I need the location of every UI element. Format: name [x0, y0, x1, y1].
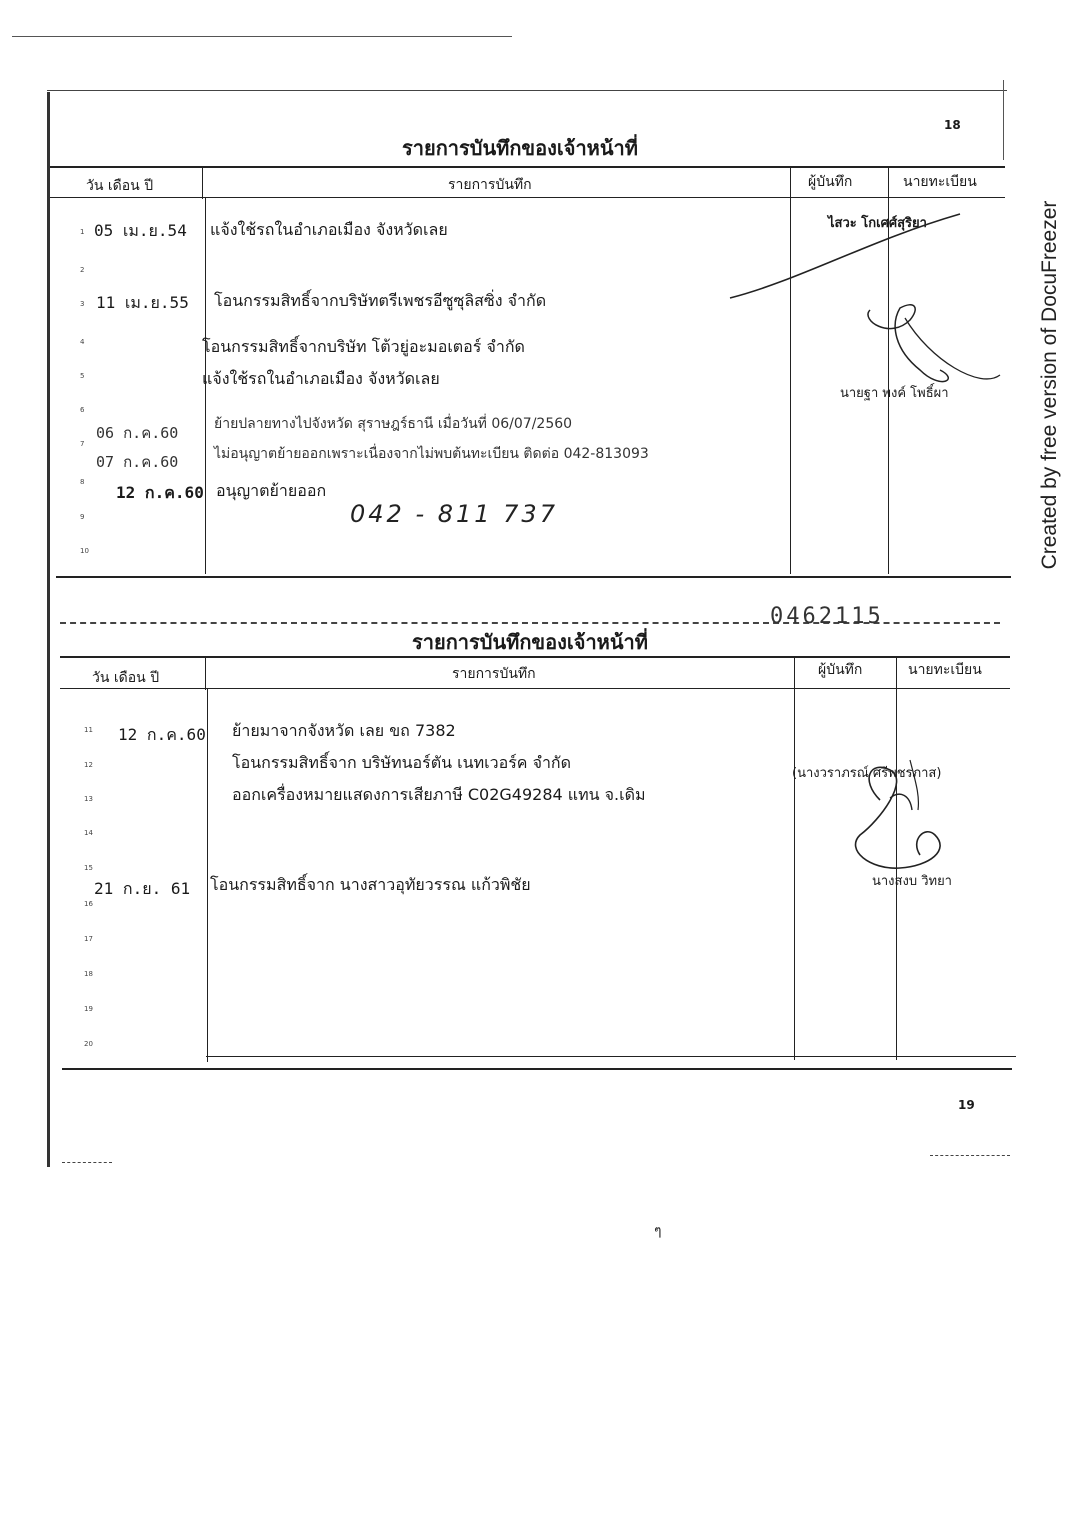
recorder-signature-name: ไสวะ โกเศศ์สุริยา: [828, 216, 927, 231]
lower-col-divider-1b: [207, 688, 208, 1062]
entry-text: โอนกรรมสิทธิ์จากบริษัท โต้วยู่อะมอเตอร์ จำกัด: [202, 337, 525, 356]
header-recorder: ผู้บันทึก: [808, 174, 853, 190]
registrar-signature-name: นางสงบ วิทยา: [872, 874, 952, 889]
scan-edge-line: [12, 36, 512, 37]
entry-text: ย้ายมาจากจังหวัด เลย ขถ 7382: [232, 721, 456, 740]
row-number: 19: [84, 1005, 93, 1013]
handwritten-phone: 042 - 811 737: [350, 500, 558, 528]
row-number: 3: [80, 300, 85, 308]
row-number: 1: [80, 228, 85, 236]
row-number: 14: [84, 829, 93, 837]
lower-inner-bottom-rule: [206, 1056, 1016, 1057]
header-registrar: นายทะเบียน: [903, 174, 977, 190]
row-number: 20: [84, 1040, 93, 1048]
header-recorder-lower: ผู้บันทึก: [818, 662, 863, 678]
registrar-signature-name: นายฐา พงค์ โพธิ์ผา: [840, 386, 949, 401]
page-top-edge: [47, 90, 1007, 91]
header-entry-lower: รายการบันทึก: [452, 666, 536, 682]
upper-header-bottom-rule: [50, 197, 1005, 198]
scan-speck-line: [930, 1155, 1010, 1156]
entry-text: โอนกรรมสิทธิ์จาก บริษัทนอร์ตัน เนทเวอร์ค จำกัด: [232, 753, 572, 772]
row-number: 18: [84, 970, 93, 978]
upper-col-divider-1: [202, 166, 203, 199]
scan-speck-line: [62, 1162, 112, 1163]
lower-header-top-rule: [60, 656, 1010, 658]
entry-text: ย้ายปลายทางไปจังหวัด สุราษฎร์ธานี เมื่อวันที่ 06/07/2560: [214, 416, 573, 432]
row-number: 16: [84, 900, 93, 908]
header-date-lower: วัน เดือน ปี: [92, 670, 160, 686]
row-number: 17: [84, 935, 93, 943]
lower-col-divider-2: [794, 656, 795, 1060]
watermark-text: Created by free version of DocuFreezer: [1038, 200, 1061, 570]
recorder-signature-name: (นางวราภรณ์ ศรีพชรภาส): [792, 766, 942, 781]
row-number: 2: [80, 266, 85, 274]
upper-bottom-rule: [56, 576, 1011, 578]
form-title-upper: รายการบันทึกของเจ้าหน้าที่: [402, 136, 638, 160]
row-number: 7: [80, 440, 85, 448]
entry-text: แจ้งใช้รถในอำเภอเมือง จังหวัดเลย: [202, 369, 440, 388]
entry-date: 12 ก.ค.60: [116, 483, 204, 502]
entry-date: 07 ก.ค.60: [96, 453, 179, 471]
page-number-bottom: 19: [958, 1098, 975, 1112]
row-number: 12: [84, 761, 93, 769]
lower-col-divider-1: [205, 656, 206, 690]
page-left-edge: [47, 92, 50, 1167]
stray-mark: ๆ: [654, 1223, 662, 1239]
row-number: 9: [80, 513, 85, 521]
entry-date: 05 เม.ย.54: [94, 221, 187, 240]
row-number: 4: [80, 338, 85, 346]
row-number: 6: [80, 406, 85, 414]
lower-bottom-rule: [62, 1068, 1012, 1070]
entry-date: 21 ก.ย. 61: [94, 879, 191, 898]
form-title-lower: รายการบันทึกของเจ้าหน้าที่: [412, 630, 648, 654]
signature-scribble-lower: [840, 740, 960, 890]
header-registrar-lower: นายทะเบียน: [908, 662, 982, 678]
entry-date: 11 เม.ย.55: [96, 293, 189, 312]
page-right-edge: [1003, 80, 1004, 160]
entry-date: 12 ก.ค.60: [118, 725, 206, 744]
entry-text: ไม่อนุญาตย้ายออกเพราะเนื่องจากไม่พบต้นทะเบียน ติดต่อ 042-813093: [214, 446, 649, 462]
lower-header-bottom-rule: [60, 688, 1010, 689]
page-number-top: 18: [944, 118, 961, 132]
row-number: 5: [80, 372, 85, 380]
row-number: 10: [80, 547, 89, 555]
header-entry: รายการบันทึก: [448, 177, 532, 193]
row-number: 8: [80, 478, 85, 486]
row-number: 13: [84, 795, 93, 803]
divider-number-fragment: 0462115: [770, 604, 884, 629]
entry-text: ออกเครื่องหมายแสดงการเสียภาษี C02G49284 แทน จ.เดิม: [232, 785, 646, 804]
row-number: 15: [84, 864, 93, 872]
entry-text: อนุญาตย้ายออก: [216, 481, 327, 500]
header-date: วัน เดือน ปี: [86, 178, 154, 194]
entry-text: โอนกรรมสิทธิ์จากบริษัทตรีเพชรอีซูซุลิสซิ่ง จำกัด: [214, 291, 547, 310]
row-number: 11: [84, 726, 93, 734]
signature-scribble-upper: [720, 200, 1020, 440]
entry-text: โอนกรรมสิทธิ์จาก นางสาวอุทัยวรรณ แก้วพิชัย: [210, 875, 531, 894]
entry-text: แจ้งใช้รถในอำเภอเมือง จังหวัดเลย: [210, 220, 448, 239]
upper-header-top-rule: [50, 166, 1005, 168]
entry-date: 06 ก.ค.60: [96, 424, 179, 442]
